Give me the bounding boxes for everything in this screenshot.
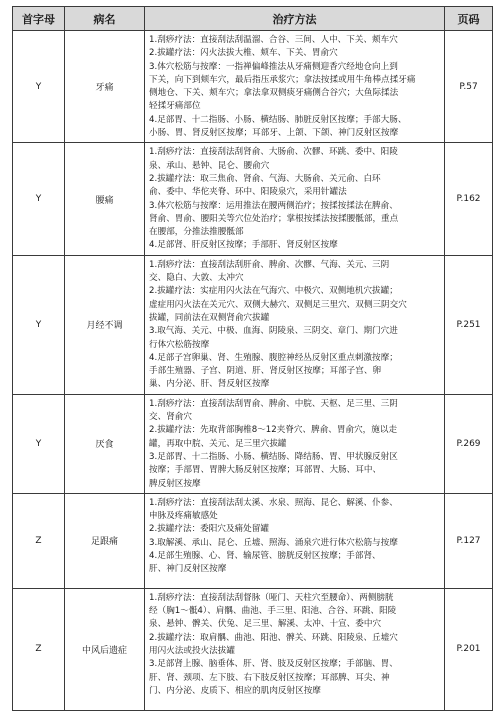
treatment-line: 交、肾俞穴 (149, 412, 192, 423)
row-page-number: P.269 (445, 394, 493, 493)
treatment-line: 申脉及疼痛敏感处 (149, 511, 218, 522)
treatment-line: 虚症用闪火法在关元穴、双侧大赫穴、双侧足三里穴、双侧三阴交穴 (149, 299, 407, 310)
treatment-line: 3.体穴松筋与按摩：运用推法在腰两侧治疗；按揉按揉法在脾俞、 (149, 200, 398, 211)
row-disease-name: 中风后遗症 (65, 588, 145, 710)
treatment-line: 4.足部胃、十二指肠、小肠、横结肠、肺脏反射区按摩；手部大肠、 (149, 114, 407, 125)
row-treatment (145, 394, 445, 493)
treatment-line: 脾反射区按摩 (149, 478, 201, 489)
treatment-line: 手部生殖器、子宫、阴道、肝、肾反射区按摩；耳部子宫、卵 (149, 366, 382, 377)
row-disease-name: 腰痛 (65, 143, 145, 255)
row-disease-name: 月经不调 (65, 255, 145, 394)
treatment-line: 小肠、胃、肾反射区按摩；耳部牙、上颌、下颌、神门反射区按摩 (149, 128, 399, 139)
row-letter: Y (13, 143, 65, 255)
table-row (13, 588, 493, 710)
row-page-number: P.201 (445, 588, 493, 710)
header-treatment-method: 治疗方法 (145, 7, 445, 31)
row-letter: Y (13, 255, 65, 394)
header-disease-name: 病名 (65, 7, 145, 31)
treatment-line: 轻揉牙痛部位 (149, 101, 201, 112)
table-row (13, 493, 493, 588)
treatment-line: 2.拔罐疗法：取肩髃、曲池、阳池、髀关、环跳、阳陵泉、丘墟穴 (149, 632, 398, 643)
treatment-line: 2.拔罐疗法：实症用闪火法在气海穴、中极穴、双侧地机穴拔罐； (149, 286, 398, 297)
table-row (13, 31, 493, 143)
treatment-line: 1.刮痧疗法：直接刮法刮太溪、水泉、照海、昆仑、解溪、仆参、 (149, 497, 398, 508)
treatment-line: 经（胸1～骶4）、肩髃、曲池、手三里、阳池、合谷、环跳、阳陵 (149, 606, 397, 617)
treatment-line: 1.刮痧疗法：直接刮法刮胃俞、脾俞、中脘、天枢、足三里、三阴 (149, 398, 398, 409)
row-page-number: P.127 (445, 493, 493, 588)
treatment-line: 肾俞、胃俞、腰阳关等穴位处治疗；掌根按揉法按揉腰骶部，重点 (149, 213, 399, 224)
row-page-number: P.57 (445, 31, 493, 143)
treatment-table-container (12, 6, 493, 711)
row-letter: Z (13, 493, 65, 588)
row-page-number: P.162 (445, 143, 493, 255)
row-disease-name: 厌食 (65, 394, 145, 493)
treatment-line: 4.足部生殖腺、心、肾、输尿管、膀胱反射区按摩；手部肾、 (149, 550, 381, 561)
treatment-line: 1.刮痧疗法：直接刮法刮督脉（哑门、天柱穴至腰命）、两侧膀胱 (149, 592, 394, 603)
treatment-line: 罐，再取中脘、关元、足三里穴拔罐 (149, 438, 287, 449)
row-page-number: P.251 (445, 255, 493, 394)
table-header-row (13, 7, 493, 31)
treatment-line: 肝、肾、颈项、左下肢、右下肢反射区按摩；耳部脾、耳尖、神 (149, 672, 390, 683)
treatment-line: 3.足部胃、十二指肠、小肠、横结肠、降结肠、胃、甲状腺反射区 (149, 451, 398, 462)
row-letter: Z (13, 588, 65, 710)
treatment-line: 行体穴松筋按摩 (149, 339, 210, 350)
treatment-line: 4.足部子宫卵巢、肾、生殖腺、腹腔神经丛反射区重点刺激按摩； (149, 352, 398, 363)
row-treatment (145, 588, 445, 710)
treatment-line: 4.足部肾、肝反射区按摩；手部肝、肾反射区按摩 (149, 240, 338, 251)
treatment-line: 在腰部，分推法推腰骶部 (149, 227, 244, 238)
treatment-line: 按摩；手部胃、胃脾大肠反射区按摩；耳部胃、大肠、耳中、 (149, 465, 382, 476)
treatment-table (12, 6, 493, 711)
treatment-line: 巢、内分泌、肝、肾反射区按摩 (149, 379, 270, 390)
treatment-line: 下关，向下到颊车穴，最后指压承浆穴；拿法按揉或用牛角棒点揉牙痛 (149, 74, 416, 85)
treatment-line: 门、内分泌、皮质下、相应的肌肉反射区按摩 (149, 685, 321, 696)
treatment-line: 1.刮痧疗法：直接刮法刮肾俞、大肠俞、次髎、环跳、委中、阳陵 (149, 147, 398, 158)
treatment-line: 2.拔罐疗法：先取背部胸椎8～12夹脊穴、脾俞、胃俞穴，施以走 (149, 425, 398, 436)
table-row (13, 143, 493, 255)
treatment-line: 肝、神门反射区按摩 (149, 564, 227, 575)
table-row (13, 255, 493, 394)
table-row (13, 394, 493, 493)
treatment-line: 2.拔罐疗法：取三焦俞、肾俞、气海、大肠俞、关元俞、白环 (149, 173, 381, 184)
treatment-line: 3.足部肾上腺、脑垂体、肝、肾、肢及反射区按摩；手部脑、胃、 (149, 659, 398, 670)
row-treatment (145, 255, 445, 394)
row-disease-name: 牙痛 (65, 31, 145, 143)
row-letter: Y (13, 394, 65, 493)
treatment-line: 泉、承山、悬钟、昆仑、腰俞穴 (149, 160, 270, 171)
treatment-line: 2.拔罐疗法：委阳穴及痛处留罐 (149, 524, 269, 535)
treatment-line: 泉、悬钟、髀关、伏兔、足三里、解溪、太冲、十宣、委中穴 (149, 619, 382, 630)
row-treatment (145, 493, 445, 588)
treatment-line: 俞、委中、华佗夹脊、环中、阳陵泉穴，采用针罐法 (149, 187, 347, 198)
treatment-line: 用闪火法或投火法拔罐 (149, 645, 235, 656)
treatment-line: 1.刮痧疗法：直接刮法刮肝俞、脾俞、次髎、气海、关元、三阴 (149, 259, 390, 270)
treatment-line: 拔罐，同前法在双侧肾俞穴拔罐 (149, 312, 270, 323)
header-initial-letter: 首字母 (13, 7, 65, 31)
treatment-line: 1.刮痧疗法：直接刮法刮温溜、合谷、三间、人中、下关、颊车穴 (149, 35, 398, 45)
row-treatment (145, 31, 445, 143)
treatment-line: 2.拔罐疗法：闪火法拔大椎、颊车、下关、胃俞穴 (149, 48, 338, 59)
row-treatment (145, 143, 445, 255)
row-letter: Y (13, 31, 65, 143)
row-disease-name: 足跟痛 (65, 493, 145, 588)
treatment-line: 侧地仓、下关、颊车穴；拿法拿双侧痰牙痛侧合谷穴；大鱼际揉法 (149, 88, 399, 99)
treatment-line: 3.取气海、关元、中极、血海、阴陵泉、三阴交、章门、期门穴进 (149, 326, 398, 337)
treatment-line: 交、隐白、大敦、太冲穴 (149, 273, 244, 284)
treatment-line: 3.取解溪、承山、昆仑、丘墟、照海、涌泉穴进行体穴松筋与按摩 (149, 537, 398, 548)
treatment-line: 3.体穴松筋与按摩：一指禅偏峰推法从牙痛侧迎香穴经地仓向上到 (149, 61, 398, 72)
header-page-number: 页码 (445, 7, 493, 31)
